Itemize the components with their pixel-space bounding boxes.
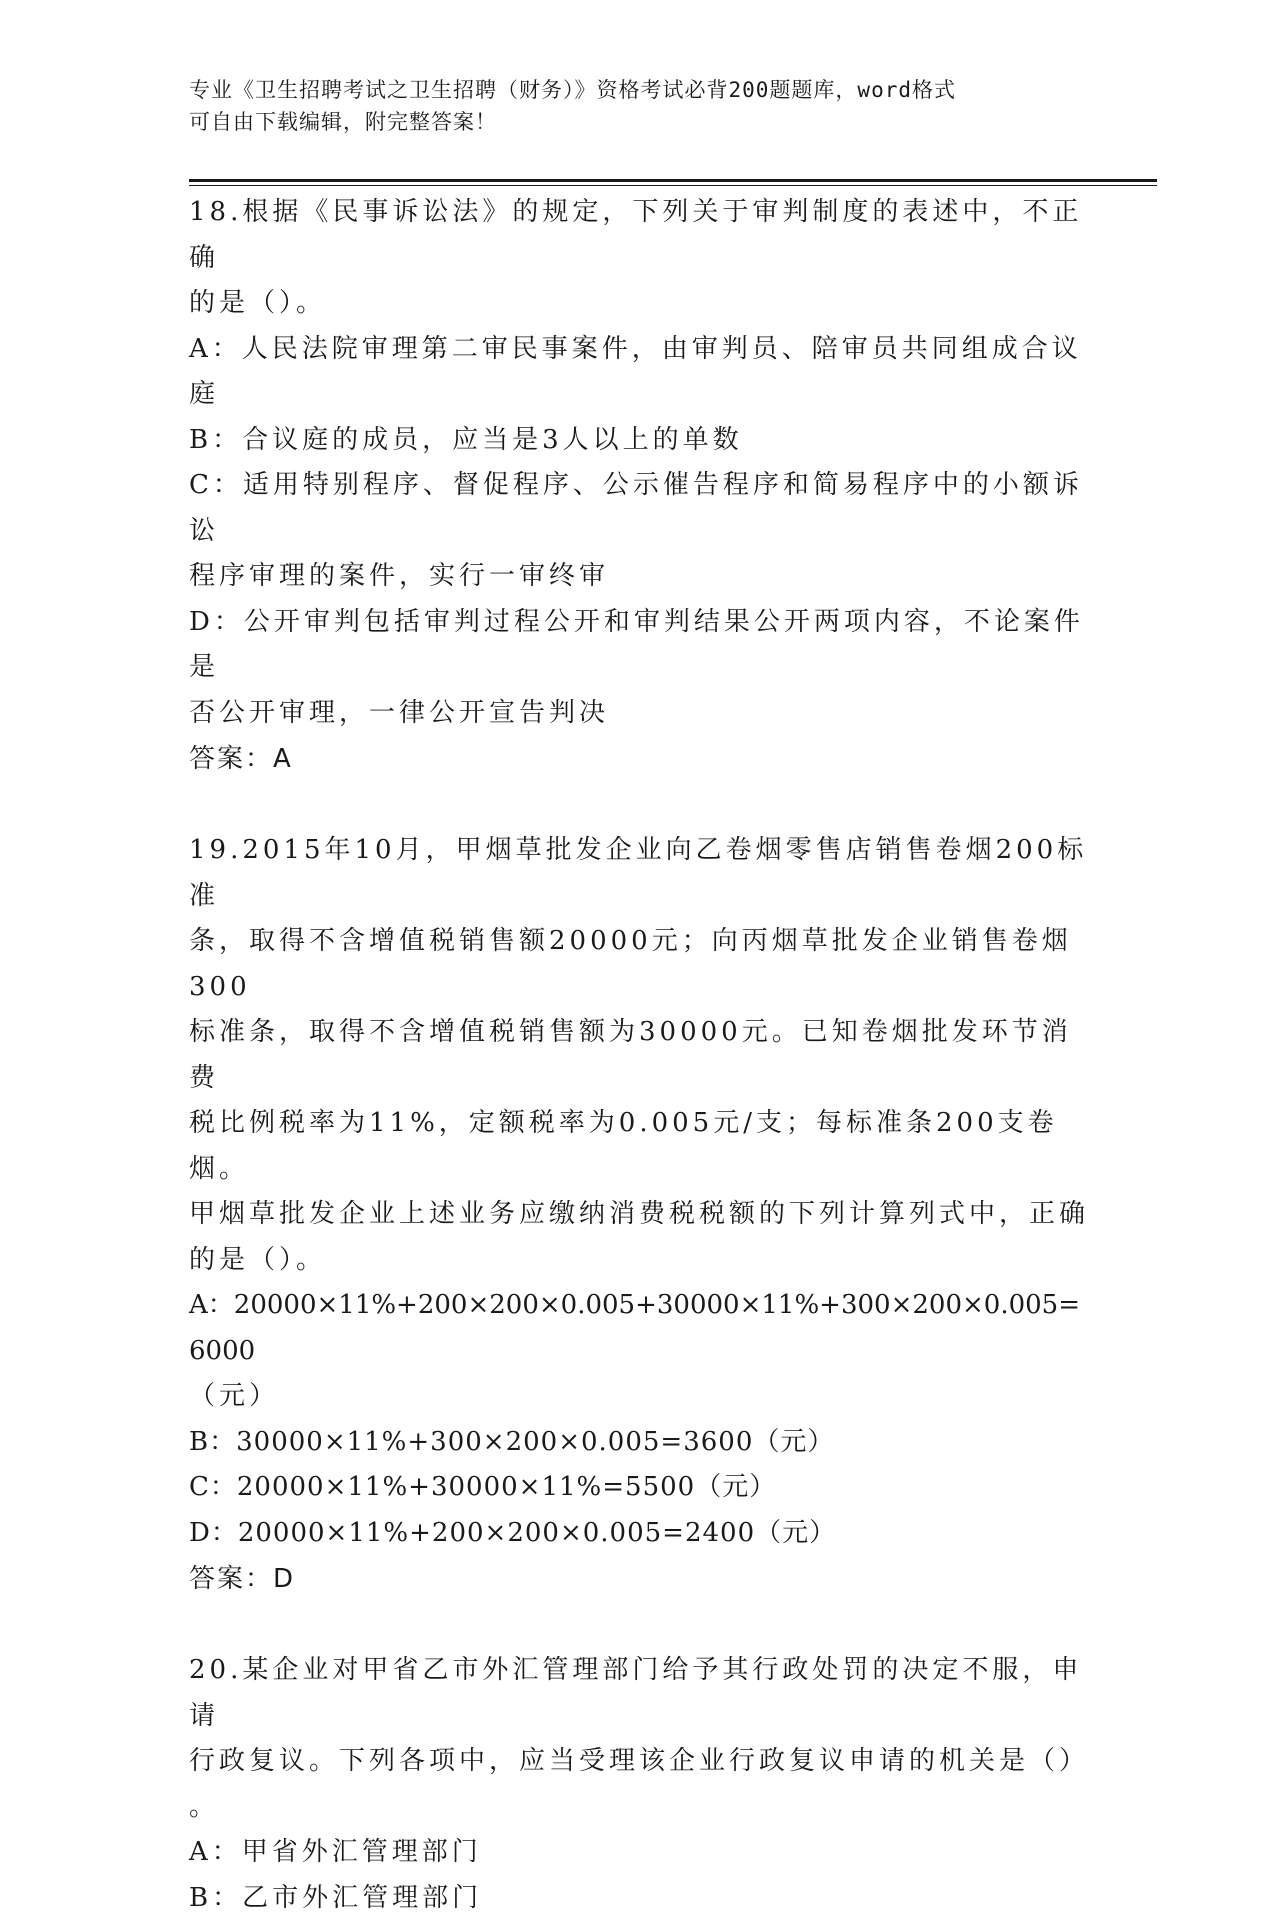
question-stem-line: 甲烟草批发企业上述业务应缴纳消费税税额的下列计算列式中，正确 xyxy=(189,1192,1089,1238)
option-a xyxy=(189,1830,1089,1876)
option-b xyxy=(189,1420,1089,1466)
question-stem-line: 。 xyxy=(189,1785,1089,1831)
question-stem xyxy=(189,1648,1089,1830)
question-stem-line: 标准条，取得不含增值税销售额为30000元。已知卷烟批发环节消费 xyxy=(189,1010,1089,1101)
question-stem-line: 税比例税率为11%，定额税率为0.005元/支；每标准条200支卷烟。 xyxy=(189,1101,1089,1192)
document-header xyxy=(189,74,1089,138)
answer-label: 答案：A xyxy=(189,736,1089,782)
question-stem-line: 的是（）。 xyxy=(189,281,1089,327)
option-line: A：甲省外汇管理部门 xyxy=(189,1830,1089,1876)
answer-label: 答案：D xyxy=(189,1556,1089,1602)
option-c xyxy=(189,463,1089,600)
option-line: C：适用特别程序、督促程序、公示催告程序和简易程序中的小额诉讼 xyxy=(189,463,1089,554)
option-line: B：合议庭的成员，应当是3人以上的单数 xyxy=(189,418,1089,464)
question-19 xyxy=(189,828,1089,1602)
option-line: D：公开审判包括审判过程公开和审判结果公开两项内容，不论案件是 xyxy=(189,600,1089,691)
question-20 xyxy=(189,1648,1089,1921)
header-line-2: 可自由下载编辑，附完整答案！ xyxy=(189,106,1089,138)
question-stem-line: 的是（）。 xyxy=(189,1238,1089,1284)
option-line: （元） xyxy=(189,1374,1089,1420)
option-c xyxy=(189,1465,1089,1511)
option-line: B：乙市外汇管理部门 xyxy=(189,1876,1089,1921)
question-stem xyxy=(189,828,1089,1283)
header-divider-thick xyxy=(189,179,1157,182)
option-line: A：20000×11%+200×200×0.005+30000×11%+300×200×0.005=6000 xyxy=(189,1283,1089,1374)
question-stem-line: 条，取得不含增值税销售额20000元；向丙烟草批发企业销售卷烟300 xyxy=(189,919,1089,1010)
question-18 xyxy=(189,190,1089,782)
question-stem xyxy=(189,190,1089,327)
header-divider-thin xyxy=(189,185,1157,186)
option-a xyxy=(189,1283,1089,1420)
question-stem-line: 19.2015年10月，甲烟草批发企业向乙卷烟零售店销售卷烟200标准 xyxy=(189,828,1089,919)
option-d xyxy=(189,1511,1089,1557)
option-line: A：人民法院审理第二审民事案件，由审判员、陪审员共同组成合议庭 xyxy=(189,327,1089,418)
question-spacer xyxy=(189,782,1089,828)
question-spacer xyxy=(189,1602,1089,1648)
option-line: 否公开审理，一律公开宣告判决 xyxy=(189,691,1089,737)
header-line-1: 专业《卫生招聘考试之卫生招聘（财务）》资格考试必背200题题库，word格式 xyxy=(189,74,1089,106)
question-stem-line: 18.根据《民事诉讼法》的规定，下列关于审判制度的表述中，不正确 xyxy=(189,190,1089,281)
option-line: B：30000×11%+300×200×0.005=3600（元） xyxy=(189,1420,1089,1466)
question-list xyxy=(189,190,1089,1921)
question-stem-line: 20.某企业对甲省乙市外汇管理部门给予其行政处罚的决定不服，申请 xyxy=(189,1648,1089,1739)
option-line: C：20000×11%+30000×11%=5500（元） xyxy=(189,1465,1089,1511)
question-stem-line: 行政复议。下列各项中，应当受理该企业行政复议申请的机关是（） xyxy=(189,1739,1089,1785)
option-line: D：20000×11%+200×200×0.005=2400（元） xyxy=(189,1511,1089,1557)
option-b xyxy=(189,418,1089,464)
option-d xyxy=(189,600,1089,737)
option-a xyxy=(189,327,1089,418)
option-line: 程序审理的案件，实行一审终审 xyxy=(189,554,1089,600)
option-b xyxy=(189,1876,1089,1921)
